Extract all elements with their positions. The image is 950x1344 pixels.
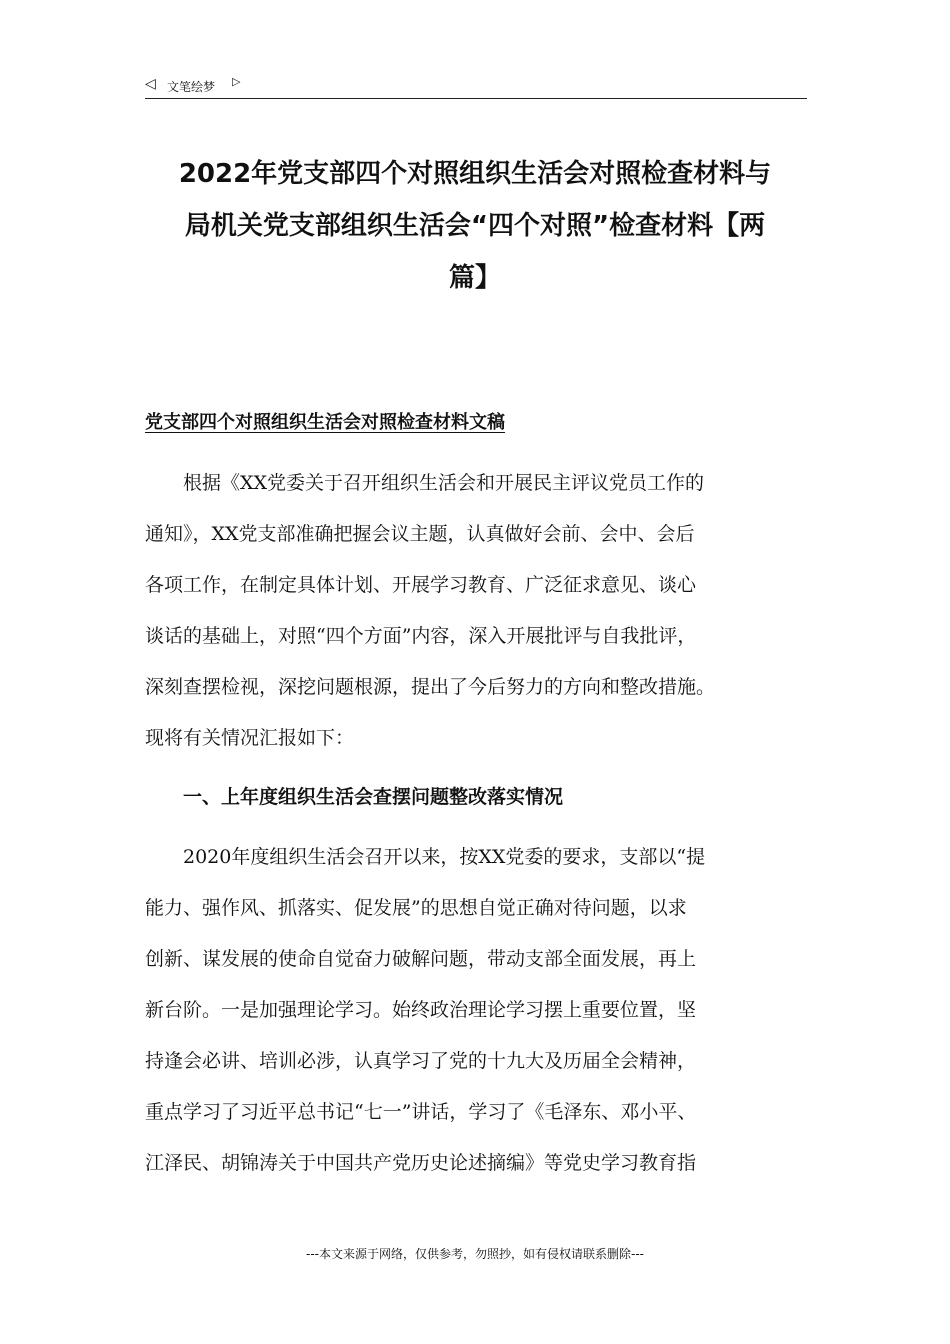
page-header — [145, 72, 807, 99]
paragraph-line: 创新、谋发展的使命自觉奋力破解问题，带动支部全面发展，再上 — [145, 948, 697, 970]
paragraph-line: 通知》，XX党支部准确把握会议主题，认真做好会前、会中、会后 — [145, 523, 695, 545]
paragraph-line: 持逢会必讲、培训必涉，认真学习了党的十九大及历届全会精神， — [145, 1050, 697, 1072]
paragraph-line: 能力、强作风、抓落实、促发展”的思想自觉正确对待问题，以求 — [145, 897, 687, 919]
document-title — [140, 148, 810, 304]
paragraph-line: 新台阶。一是加强理论学习。始终政治理论学习摆上重要位置，坚 — [145, 999, 697, 1021]
paragraph-line: 谈话的基础上，对照“四个方面”内容，深入开展批评与自我批评， — [145, 625, 697, 647]
paragraph-line: 各项工作，在制定具体计划、开展学习教育、广泛征求意见、谈心 — [145, 574, 697, 596]
section-heading: 一、上年度组织生活会查摆问题整改落实情况 — [183, 786, 564, 808]
right-triangle-icon: ▷ — [232, 75, 241, 88]
paragraph-line: 根据《XX党委关于召开组织生活会和开展民主评议党员工作的 — [183, 472, 705, 494]
paragraph-line: 2020年度组织生活会召开以来，按XX党委的要求，支部以“提 — [183, 846, 706, 868]
header-brand: 文笔绘梦 — [167, 80, 216, 94]
title-line: 局机关党支部组织生活会“四个对照”检查材料【两 — [184, 211, 766, 241]
paragraph-section1 — [145, 832, 807, 1189]
paragraph-line: 重点学习了习近平总书记“七一”讲话，学习了《毛泽东、邓小平、 — [145, 1101, 697, 1123]
paragraph-line: 深刻查摆检视，深挖问题根源，提出了今后努力的方向和整改措施。 — [145, 676, 716, 698]
paragraph-line: 江泽民、胡锦涛关于中国共产党历史论述摘编》等党史学习教育指 — [145, 1152, 697, 1174]
page-footer: ---本文来源于网络，仅供参考，勿照抄，如有侵权请联系删除--- — [306, 1247, 644, 1261]
section-subtitle: 党支部四个对照组织生活会对照检查材料文稿 — [145, 412, 505, 433]
paragraph-line: 现将有关情况汇报如下： — [145, 727, 355, 749]
left-triangle-icon: ◁ — [145, 76, 156, 92]
title-line: 篇】 — [448, 263, 501, 293]
paragraph-intro — [145, 458, 807, 764]
title-line: 2022年党支部四个对照组织生活会对照检查材料与 — [178, 159, 772, 189]
